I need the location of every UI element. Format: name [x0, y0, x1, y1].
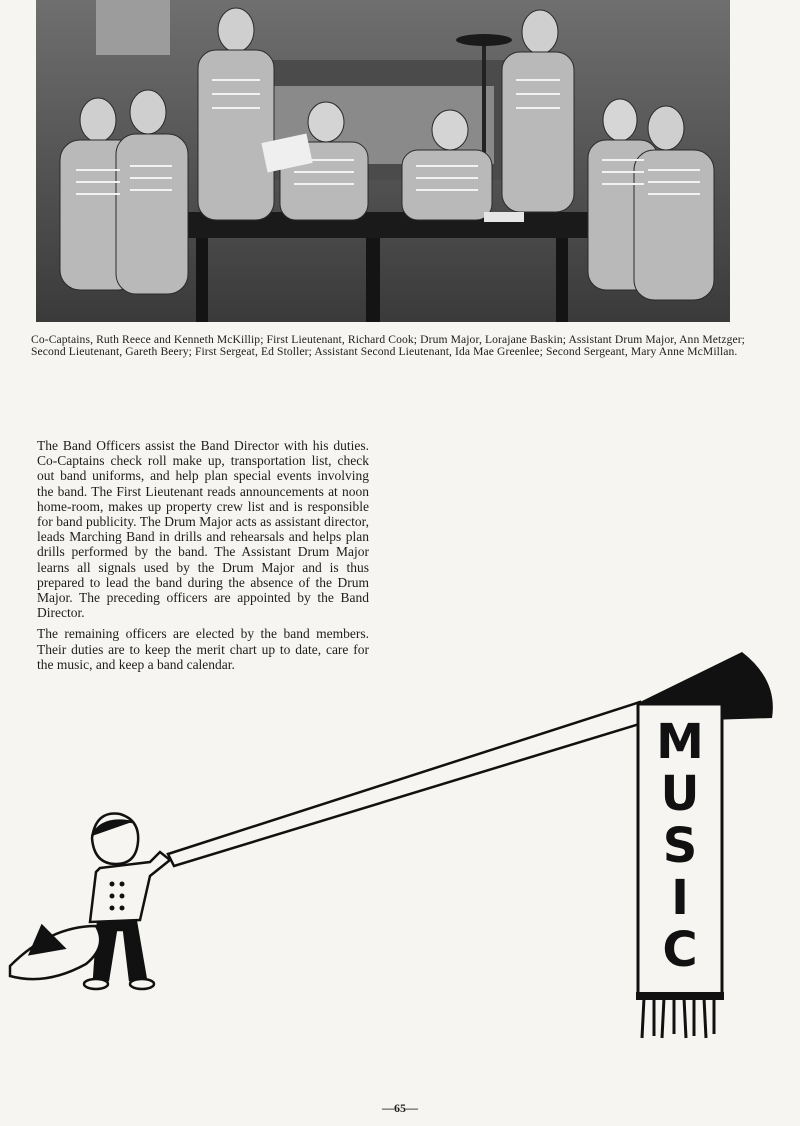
music-banner: [636, 704, 724, 1038]
boy-figure: [10, 814, 170, 990]
music-horn-illustration: [0, 640, 800, 1040]
banner-letter: C: [662, 922, 698, 978]
band-officers-photo: [36, 0, 730, 322]
banner-letter: S: [662, 818, 698, 874]
banner-letter: I: [671, 870, 689, 926]
banner-letter: M: [656, 714, 704, 770]
banner-letter: U: [660, 766, 700, 822]
photo-scene: [36, 0, 730, 322]
page-number: —65—: [382, 1101, 418, 1115]
photo-caption: Co-Captains, Ruth Reece and Kenneth McKillip; First Lieutenant, Richard Cook; Drum Major, Lorajane Baskin; Assistant Drum Major, Ann Metzger; Second Lieutenant, Gareth Beery; First Sergeat, Ed Stoller; Assistant Second Lieutenant, Ida Mae Greenlee; Second Sergeant, Mary Anne McMillan.: [31, 333, 745, 358]
body-paragraph: The remaining officers are elected by the band members. Their duties are to keep the merit chart up to date, care for the music, and keep a band calendar.: [37, 626, 369, 672]
body-paragraph: The Band Officers assist the Band Director with his duties. Co-Captains check roll make up, transportation list, check out band uniforms, and help plan special events involving the band. The First Lieutenant reads announcements at noon home-room, makes up property crew list and is responsible for band publicity. The Drum Major acts as assistant director, leads Marching Band in drills and rehearsals and helps plan drills performed by the band. The Assistant Drum Major learns all signals used by the Drum Major and is thus prepared to lead the band during the absence of the Drum Major. The preceding officers are appointed by the Band Director.: [37, 438, 369, 621]
